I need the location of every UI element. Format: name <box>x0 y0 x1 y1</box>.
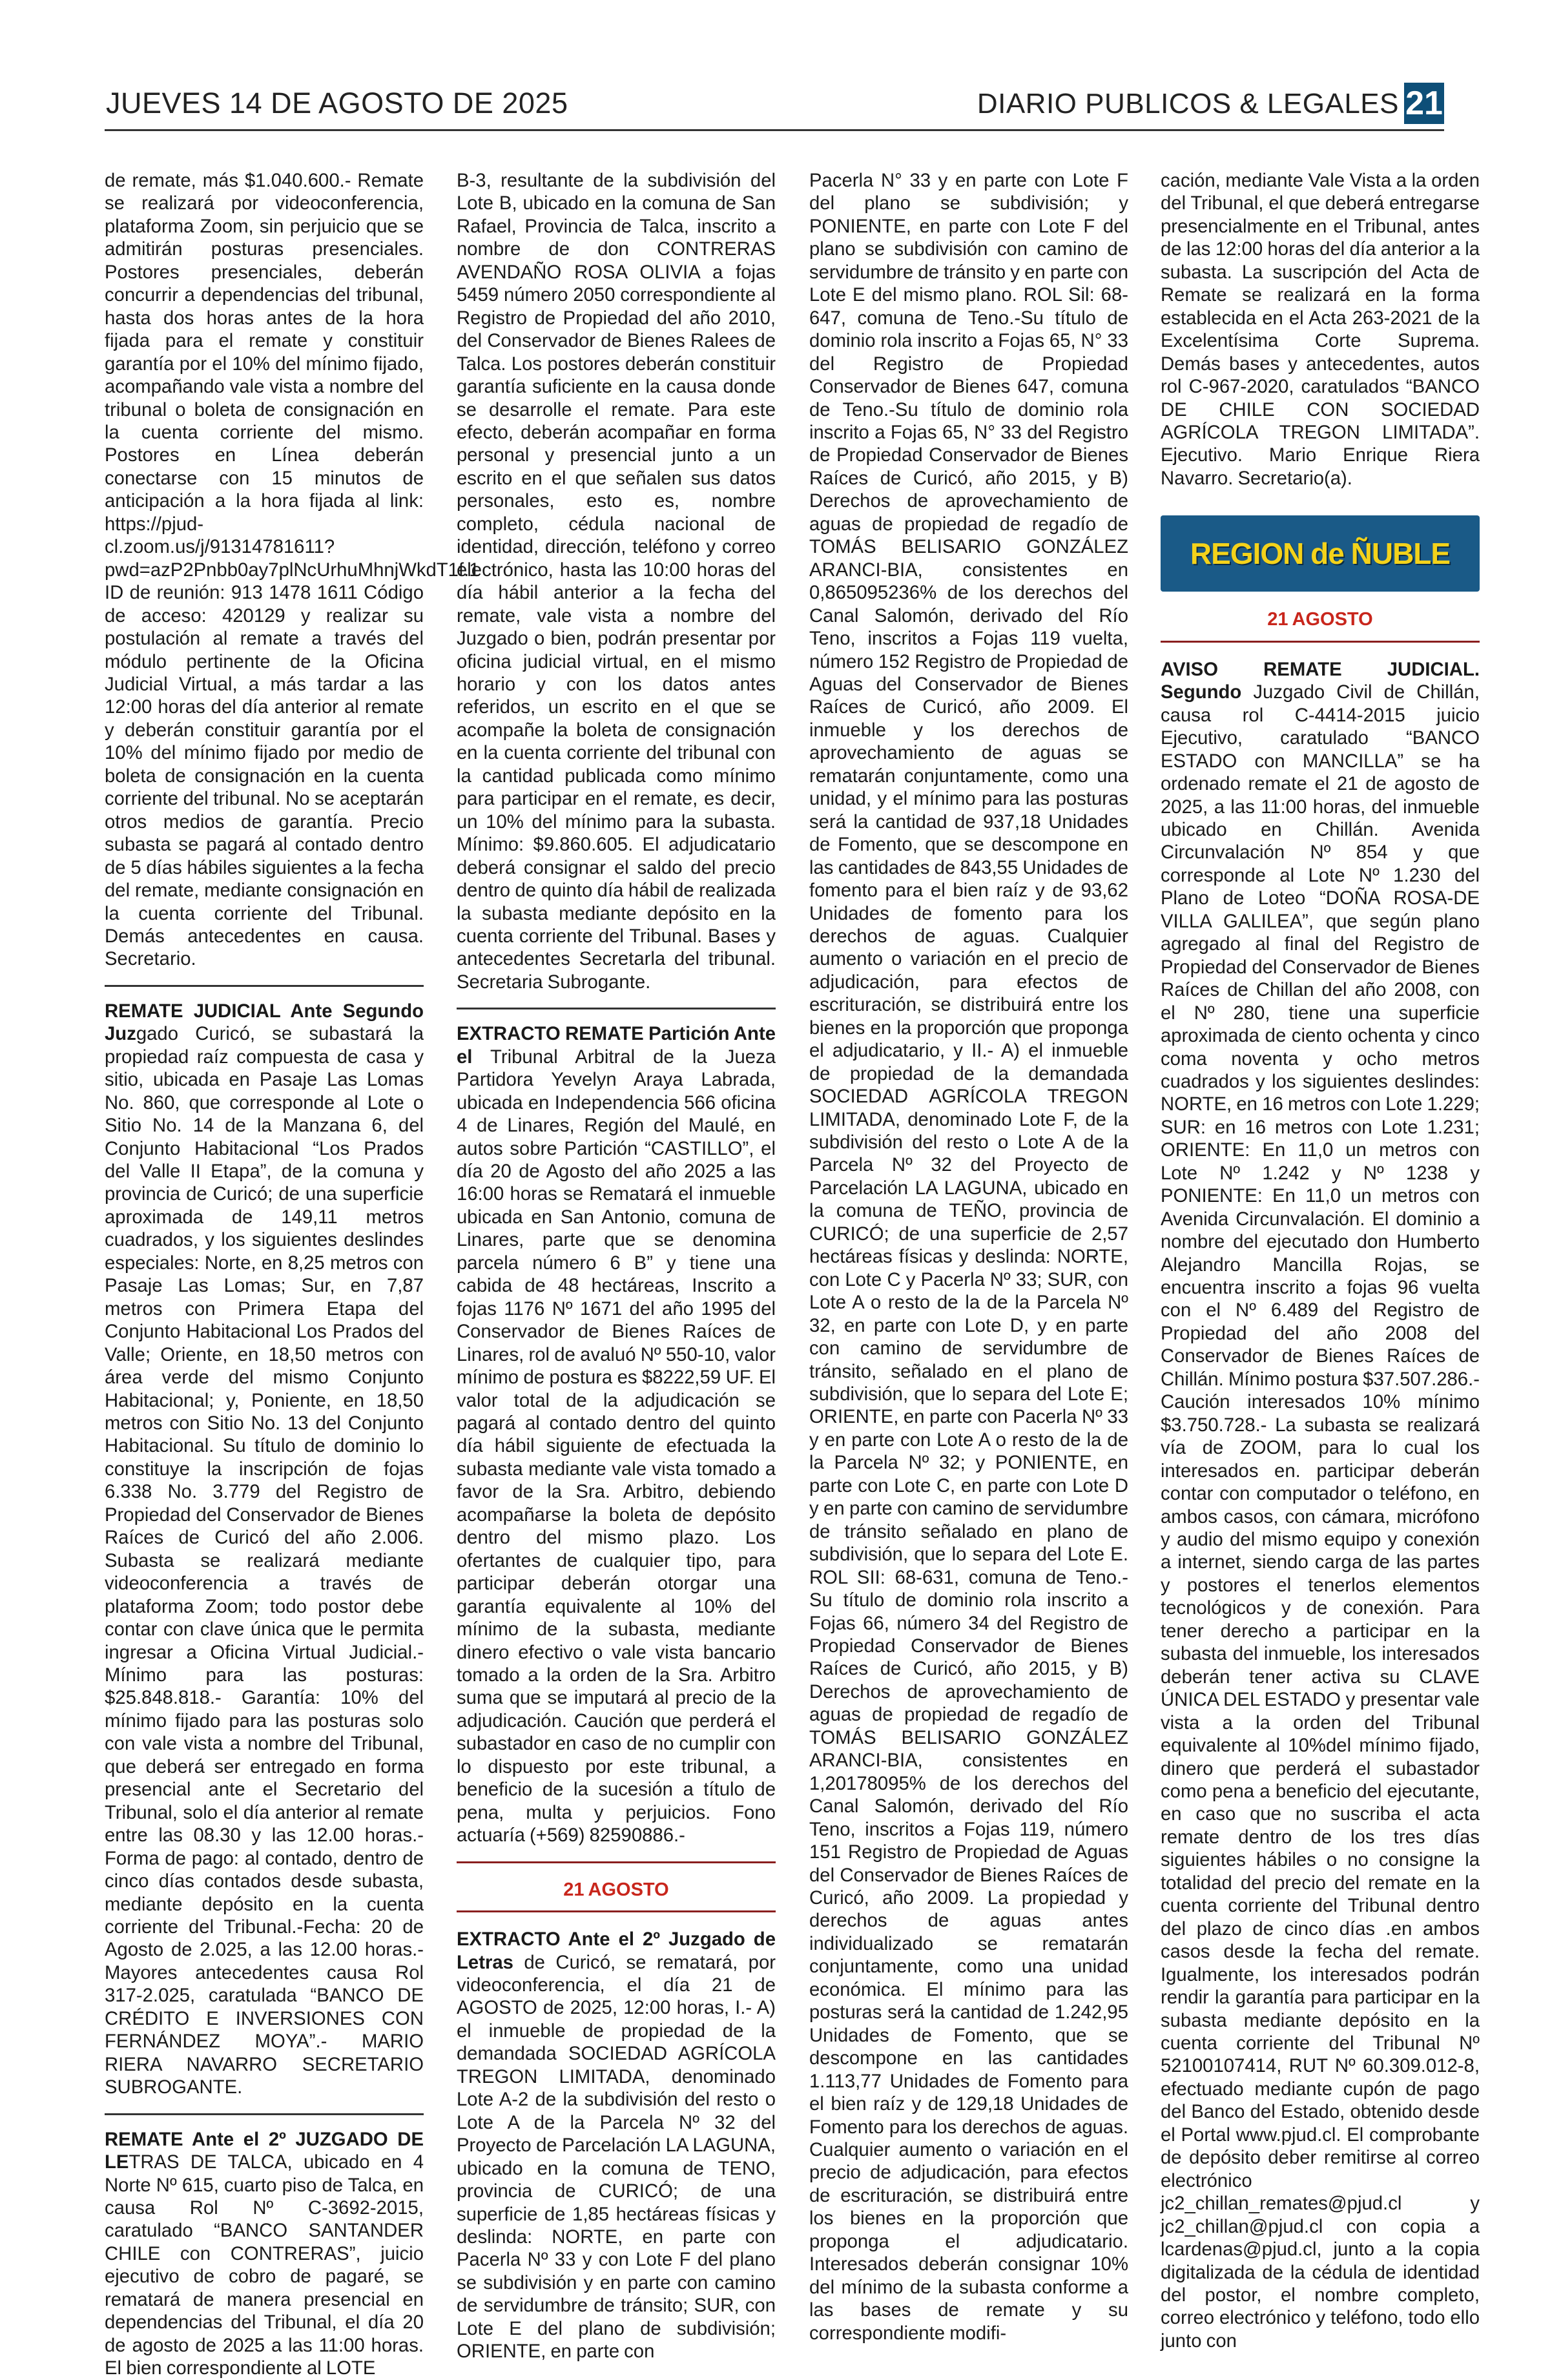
notice-title: REMATE JUDICIAL Ante Segundo Juz <box>105 1000 424 1045</box>
page-number: 21 <box>1404 83 1444 124</box>
notice-continuation: Pacerla N° 33 y en parte con Lote F del plano se subdivisión; y PONIENTE, en parte con Lote F del plano se subdivisión con camino de servidumbre de tránsito y en parte con Lote E del mismo plano. ROL Sil: 68-647, comuna de Teno.-Su título de dominio rola inscrito a Fojas 65, N° 33 del Registro de Propiedad Conservador de Bienes 647, comuna de Teno.-Su título de dominio rola inscrito a Fojas 65, N° 33 del Registro de Propiedad Conservador de Bienes Raíces de Curicó, año 2015, y B) Derechos de aprovechamiento de aguas de propiedad de regadío de TOMÁS BELISARIO GONZÁLEZ ARANCI-BIA, consistentes en 0,865095236% de los derechos del Canal Salomón, derivado del Río Teno, inscritos a Fojas 119 vuelta, número 152 Registro de Propiedad de Aguas del Conservador de Bienes Raíces de Curicó, año 2009. El inmueble y los derechos de aprovechamiento de aguas se rematarán conjuntamente, como una unidad, y el mínimo para las posturas será la cantidad de 937,18 Unidades de Fomento, que se descompone en las cantidades de 843,55 Unidades de fomento para el bien raíz y de 93,62 Unidades de fomento para los derechos de aguas. Cualquier aumento o variación en el precio de adjudicación, para efectos de escrituración, se distribuirá entre los bienes en la proporción que proponga el adjudicatario, y II.- A) el inmueble de propiedad de la demandada SOCIEDAD AGRÍCOLA TREGON LIMITADA, denominado Lote F, de la subdivisión del resto o Lote A de la Parcela Nº 32 del Proyecto de Parcelación LA LAGUNA, ubicado en la comuna de TEÑO, provincia de CURICÓ; de una superficie de 2,57 hectáreas físicas y deslinda: NORTE, con Lote C y Pacerla Nº 33; SUR, con Lote A o resto de la de la Parcela Nº 32, en parte con Lote D, y en parte con camino de servidumbre de tránsito, señalado en el plano de subdivisión, que lo separa del Lote E; ORIENTE, en parte con Pacerla Nº 33 y en parte con Lote A o resto de la de la Parcela Nº 32; y PONIENTE, en parte con Lote C, en parte con Lote D y en parte con camino de servidumbre de tránsito señalado en plano de subdivisión, que lo separa del Lote E. ROL SII: 68-631, comuna de Teno.- Su título de dominio rola inscrito a Fojas 66, número 34 del Registro de Propiedad Conservador de Bienes Raíces de Curicó, año 2015, y B) Derechos de aprovechamiento de aguas de propiedad de regadío de TOMÁS BELISARIO GONZÁLEZ ARANCI-BIA, consistentes en 1,20178095% de los derechos del Canal Salomón, derivado del Río Teno, inscritos a Fojas 119, número 151 Registro de Propiedad de Aguas del Conservador de Bienes Raíces de Curicó, año 2009. La propiedad y derechos de aguas antes individualizado se rematarán conjuntamente, como una unidad económica. El mínimo para las posturas será la cantidad de 1.242,95 Unidades de Fomento, que se descompone en las cantidades 1.113,77 Unidades de Fomento para el bien raíz y de 129,18 Unidades de Fomento para los derechos de aguas. Cualquier aumento o variación en el precio de adjudicación, para efectos de escrituración, se distribuirá entre los bienes en la proporción que proponga el adjudicatario. Interesados deberán consignar 10% del mínimo de la subasta conforme a las bases de remate y su correspondiente modifi- <box>809 170 1128 2344</box>
date-divider <box>457 1861 776 1863</box>
issue-date: JUEVES 14 DE AGOSTO DE 2025 <box>106 87 568 119</box>
page-header <box>105 83 1444 127</box>
notice-body: de Curicó, se rematará, por videoconferencia, el día 21 de AGOSTO de 2025, 12:00 horas, I.- A) el inmueble de propiedad de la demandada SOCIEDAD AGRÍCOLA TREGON LIMITADA, denominado Lote A-2 de la subdivisión del resto o Lote A de la Parcela Nº 32 del Proyecto de Parcelación LA LAGUNA, ubicado en la comuna de TENO, provincia de CURICÓ; de una superficie de 1,85 hectáreas físicas y deslinda: NORTE, en parte con Pacerla Nº 33 y con Lote F del plano se subdivisión y en parte con camino de servidumbre de tránsito; SUR, con Lote E del plano de subdivisión; ORIENTE, en parte con <box>457 1951 776 2363</box>
notice-remate-talca <box>105 2128 424 2380</box>
notice-remate-curico <box>105 1000 424 2099</box>
notice-extracto-particion <box>457 1022 776 1847</box>
notice-extracto-curico <box>457 1928 776 2363</box>
region-banner <box>1161 515 1480 592</box>
notice-divider <box>457 1008 776 1009</box>
notice-title: AVISO REMATE JUDICIAL. Segundo <box>1161 658 1480 703</box>
header-divider <box>105 129 1444 131</box>
notice-divider <box>105 2113 424 2115</box>
notice-body: gado Curicó, se subastará la propiedad raíz compuesta de casa y sitio, ubicada en Pasaje Las Lomas No. 860, que corresponde al Lote o Sitio No. 14 de la Manzana 6, del Conjunto Habitacional “Los Prados del Valle II Etapa”, de la comuna y provincia de Curicó; de una superficie aproximada de 149,11 metros cuadrados, y los siguientes deslindes especiales: Norte, en 8,25 metros con Pasaje Las Lomas; Sur, en 7,87 metros con Primera Etapa del Conjunto Habitacional Los Prados del Valle; Oriente, en 18,50 metros con área verde del mismo Conjunto Habitacional; y, Poniente, en 18,50 metros con Sitio No. 13 del Conjunto Habitacional. Su título de dominio lo constituye la inscripción de fojas 6.338 No. 3.779 del Registro de Propiedad del Conservador de Bienes Raíces de Curicó del año 2.006. Subasta se realizará mediante videoconferencia a través de plataforma Zoom; todo postor debe contar con clave única que le permita ingresar a Oficina Virtual Judicial.- Mínimo para las posturas: $25.848.818.- Garantía: 10% del mínimo fijado para las posturas solo con vale vista a nombre del Tribunal, que deberá ser entregado en forma presencial ante el Secretario del Tribunal, solo el día anterior al remate entre las 08.30 y las 12.00 horas.- Forma de pago: al contado, dentro de cinco días contados desde subasta, mediante depósito en la cuenta corriente del Tribunal.-Fecha: 20 de Agosto de 2.025, a las 12.00 horas.- Mayores antecedentes causa Rol 317-2.025, caratulada “BANCO DE CRÉDITO E INVERSIONES CON FERNÁNDEZ MOYA”.- MARIO RIERA NAVARRO SECRETARIO SUBROGANTE. <box>105 1023 424 2098</box>
column-1 <box>105 169 480 2380</box>
publication-name: DIARIO PUBLICOS & LEGALES <box>977 88 1399 119</box>
column-2 <box>457 169 776 2363</box>
notice-body: Juzgado Civil de Chillán, causa rol C-4414-2015 juicio Ejecutivo, caratulado “BANCO ESTADO con MANCILLA” se ha ordenado remate el 21 de agosto de 2025, a las 11:00 horas, del inmueble ubicado en Chillán. Avenida Circunvalación Nº 854 y que corresponde al Lote Nº 1.230 del Plano de Loteo “DOÑA ROSA-DE VILLA GALILEA”, que según plano agregado al final del Registro de Propiedad del Conservador de Bienes Raíces de Chillan del año 2008, con el Nº 280, tiene una superficie aproximada de ciento ochenta y cinco coma noventa y ocho metros cuadrados y los siguientes deslindes: NORTE, en 16 metros con Lote 1.229; SUR: en 16 metros con Lote 1.231; ORIENTE: En 11,0 un metros con Lote Nº 1.242 y Nº 1238 y PONIENTE: En 11,0 un metros con Avenida Circunvalación. El dominio a nombre del ejecutado don Humberto Alejandro Mancilla Rojas, se encuentra inscrito a fojas 96 vuelta con el Nº 6.489 del Registro de Propiedad del año 2008 del Conservador de Bienes Raíces de Chillán. Mínimo postura $37.507.286.- Caución interesados 10% mínimo $3.750.728.- La subasta se realizará vía de ZOOM, para lo cual los interesados en. participar deberán contar con computador o teléfono, en ambos casos, con cámara, micrófono y audio del mismo equipo y conexión a internet, siendo carga de las partes y postores el tenerlos elementos tecnológicos y de conexión. Para tener derecho a participar en la subasta del inmueble, los interesados deberán tener activa su CLAVE ÚNICA DEL ESTADO y presentar vale vista a la orden del Tribunal equivalente al 10%del mínimo fijado, dinero que perderá el subastador como pena a beneficio del ejecutante, en caso que no suscriba el acta remate dentro de los tres días siguientes hábiles o no consigne la totalidad del precio del remate en la cuenta corriente del Tribunal dentro del plazo de cinco días .en ambos casos desde la fecha del remate. Igualmente, los interesados podrán rendir la garantía para participar en la subasta mediante depósito en la cuenta corriente del Tribunal Nº 52100107414, RUT Nº 60.309.012-8, efectuado mediante cupón de pago del Banco del Estado, obtenido desde el Portal www.pjud.cl. El comprobante de depósito deber remitirse al correo electrónico jc2_chillan_remates@pjud.cl y jc2_chillan@pjud.cl con copia a lcardenas@pjud.cl, junto a la copia digitalizada de la cédula de identidad del postor, el nombre completo, correo electrónico y teléfono, todo ello junto con <box>1161 681 1480 2352</box>
notice-title: EXTRACTO REMATE Partición Ante el <box>457 1023 776 1068</box>
notice-continuation: B-3, resultante de la subdivisión del Lote B, ubicado en la comuna de San Rafael, Provincia de Talca, inscrito a nombre de don CONTRERAS AVENDAÑO ROSA OLIVIA a fojas 5459 número 2050 correspondiente al Registro de Propiedad del año 2010, del Conservador de Bienes Ralees de Talca. Los postores deberán constituir garantía suficiente en la causa donde se desarrolle el remate. Para este efecto, deberán acompañar en forma personal y presencial junto a un escrito en el que señalen sus datos personales, esto es, nombre completo, cédula nacional de identidad, dirección, teléfono y correo electrónico, hasta las 10:00 horas del día hábil anterior a la fecha del remate, vale vista a nombre del Juzgado o bien, podrán presentar por oficina judicial virtual, en el mismo horario y con los datos antes referidos, un escrito en el que se acompañe la boleta de consignación en la cuenta corriente del tribunal con la cantidad publicada como mínimo para participar en el remate, es decir, un 10% del mínimo para la subasta. Mínimo: $9.860.605. El adjudicatario deberá consignar el saldo del precio dentro de quinto día hábil de realizada la subasta mediante depósito en la cuenta corriente del Tribunal. Bases y antecedentes Secretarla del tribunal. Secretaria Subrogante. <box>457 170 776 993</box>
region-title: REGION de ÑUBLE <box>1190 536 1451 570</box>
notice-body: Tribunal Arbitral de la Jueza Partidora Yevelyn Araya Labrada, ubicada en Independencia 566 oficina 4 de Linares, Región del Maulé, en autos sobre Partición “CASTILLO”, el día 20 de Agosto del año 2025 a las 16:00 horas se Rematará el inmueble ubicada en San Antonio, comuna de Linares, parte que se denomina parcela número 6 B” y tiene una cabida de 48 hectáreas, Inscrito a fojas 1176 Nº 1671 del año 1995 del Conservador de Bienes Raíces de Linares, rol de avaluó Nº 550-10, valor mínimo de postura es $8222,59 UF. El valor total de la adjudicación se pagará al contado dentro del quinto día hábil siguiente de efectuada la subasta mediante vale vista tomado a favor de la Sra. Arbitro, debiendo acompañarse la boleta de depósito dentro del mismo plazo. Los ofertantes de cualquier tipo, para participar deberán otorgar una garantía equivalente al 10% del mínimo de la subasta, mediante dinero efectivo o vale vista bancario tomado a la orden de la Sra. Arbitro suma que se imputará al precio de la adjudicación. Caución que perderá el subastador en caso de no cumplir con lo dispuesto por este tribunal, a beneficio de la sucesión a título de pena, multa y perjuicios. Fono actuaría (+569) 82590886.- <box>457 1046 776 1847</box>
date-heading: 21 AGOSTO <box>563 1879 669 1900</box>
notice-body: TRAS DE TALCA, ubicado en 4 Norte Nº 615, cuarto piso de Talca, en causa Rol Nº C-3692-2015, caratulado “BANCO SANTANDER CHILE con CONTRERAS”, juicio ejecutivo de cobro de pagaré, se rematará de manera presencial en dependencias del Tribunal, el día 20 de agosto de 2025 a las 11:00 horas. El bien correspondiente al LOTE <box>105 2151 424 2379</box>
date-heading: 21 AGOSTO <box>1267 609 1373 630</box>
notice-divider <box>105 985 424 987</box>
column-4 <box>1161 169 1480 2352</box>
column-3 <box>809 169 1128 2344</box>
date-divider <box>457 1910 776 1912</box>
notice-title: EXTRACTO Ante el 2º Juzgado de Letras <box>457 1929 776 1973</box>
notice-title: REMATE Ante el 2º JUZGADO DE LE <box>105 2128 424 2173</box>
notice-continuation: cación, mediante Vale Vista a la orden del Tribunal, el que deberá entregarse presencialmente en el Tribunal, antes de las 12:00 horas del día anterior a la subasta. La suscripción del Acta de Remate se realizará en la forma establecida en el Acta 263-2021 de la Excelentísima Corte Suprema. Demás bases y antecedentes, autos rol C-967-2020, caratulados “BANCO DE CHILE CON SOCIEDAD AGRÍCOLA TREGON LIMITADA”. Ejecutivo. Mario Enrique Riera Navarro. Secretario(a). <box>1161 170 1480 489</box>
date-divider <box>1161 641 1480 643</box>
notice-aviso-chillan <box>1161 658 1480 2353</box>
notice-continuation: de remate, más $1.040.600.- Remate se realizará por videoconferencia, plataforma Zoom, sin perjuicio que se admitirán posturas presenciales. Postores presenciales, deberán concurrir a dependencias del tribunal, hasta dos horas antes de la hora fijada para el remate y constituir garantía por el 10% del mínimo fijado, acompañando vale vista a nombre del tribunal o boleta de consignación en la cuenta corriente del mismo. Postores en Línea deberán conectarse con 15 minutos de anticipación a la hora fijada al link: https://pjud-cl.zoom.us/j/91314781611?pwd=azP2Pnbb0ay7plNcUrhuMhnjWkdT1f.1 ID de reunión: 913 1478 1611 Código de acceso: 420129 y realizar su postulación al remate a través del módulo pertinente de la Oficina Judicial Virtual, a más tardar a las 12:00 horas del día anterior al remate y deberán constituir garantía por el 10% del mínimo fijado por medio de boleta de consignación en la cuenta corriente del tribunal. No se aceptarán otros medios de garantía. Precio subasta se pagará al contado dentro de 5 días hábiles siguientes a la fecha del remate, mediante consignación en la cuenta corriente del Tribunal. Demás antecedentes en causa. Secretario. <box>105 170 480 970</box>
